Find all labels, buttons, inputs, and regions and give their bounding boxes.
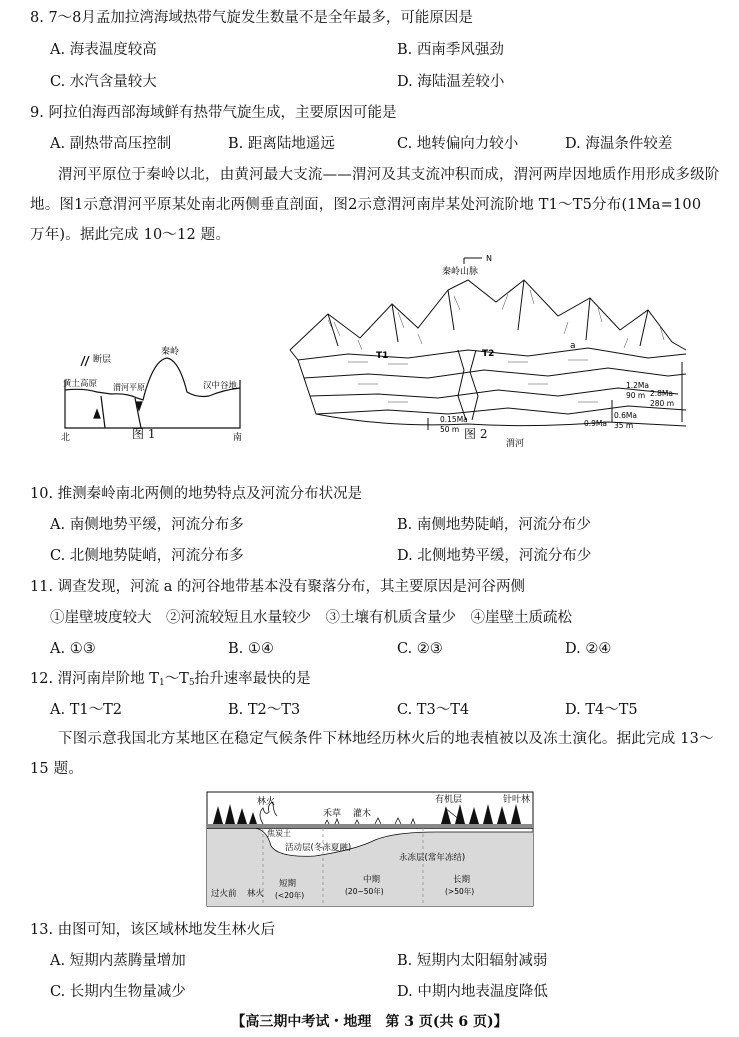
fig3-grass-label: 禾草 bbox=[323, 809, 342, 819]
q8-option-a: A. 海表温度较高 bbox=[50, 42, 157, 58]
fig3-char-label: 焦炭土 bbox=[267, 829, 291, 838]
fig1-north-label: 北 bbox=[61, 433, 71, 443]
q11-stem: 11. 调查发现，河流 a 的河谷地带基本没有聚落分布，其主要原因是河谷两侧 bbox=[30, 579, 526, 595]
fig1-fault-label: 断层 bbox=[93, 355, 112, 365]
fig1-qinling-label: 秦岭 bbox=[161, 347, 180, 357]
fig2-0-9ma-label: 0.9Ma bbox=[584, 419, 607, 428]
q13-option-a: A. 短期内蒸腾量增加 bbox=[50, 953, 186, 969]
q9-option-d: D. 海温条件较差 bbox=[565, 136, 673, 152]
fig1-plain-label: 渭河平原 bbox=[113, 383, 145, 392]
q12-option-c: C. T3～T4 bbox=[397, 702, 470, 718]
q9-stem: 9. 阿拉伯海西部海域鲜有热带气旋生成，主要原因可能是 bbox=[30, 105, 397, 121]
q9-option-a: A. 副热带高压控制 bbox=[50, 136, 172, 152]
figure-1-caption: 图 1 bbox=[132, 427, 156, 441]
passage-weihe bbox=[30, 160, 720, 250]
q11-items: ①崖壁坡度较大 ②河流较短且水量较少 ③土壤有机质含量少 ④崖壁土质疏松 bbox=[50, 610, 572, 626]
passage-weihe-text: 渭河平原位于秦岭以北，由黄河最大支流——渭河及其支流冲积而成，渭河两岸因地质作用形成多级阶地。图1示意渭河平原某处南北两侧垂直剖面，图2示意渭河南岸某处河流阶地 T1～T5分布(1Ma=100 万年)。据此完成 10～12 题。 bbox=[30, 167, 720, 243]
q12-stem-prefix: 12. 渭河南岸阶地 T bbox=[30, 671, 159, 687]
fig2-2-8ma-label: 2.8Ma bbox=[650, 389, 673, 398]
fig2-a-label: a bbox=[570, 341, 576, 351]
fig1-hanzhong-label: 汉中谷地 bbox=[203, 381, 238, 391]
figure-2-caption: 图 2 bbox=[464, 427, 488, 441]
q8-option-d: D. 海陆温差较小 bbox=[397, 74, 505, 90]
fig3-mid-label: 中期 bbox=[363, 875, 381, 885]
fig3-before-label: 过火前 bbox=[211, 889, 237, 899]
figure-3-fire-permafrost bbox=[205, 790, 535, 908]
figure-2-terraces bbox=[268, 250, 698, 450]
fig2-t2-label: T2 bbox=[482, 349, 495, 359]
q13-option-b: B. 短期内太阳辐射减弱 bbox=[397, 953, 548, 969]
q12-option-a: A. T1～T2 bbox=[50, 702, 122, 718]
fig3-permafrost-label: 永冻层(常年冻结) bbox=[399, 853, 466, 863]
fig2-35m-label: 35 m bbox=[614, 421, 634, 430]
q11-option-b: B. ①④ bbox=[228, 641, 274, 657]
fig3-mid-range: (20~50年) bbox=[345, 887, 384, 896]
fig3-long-range: (>50年) bbox=[445, 887, 475, 896]
fig3-organic-label: 有机层 bbox=[435, 795, 463, 805]
fig1-south-label: 南 bbox=[233, 433, 243, 443]
passage-wildfire bbox=[30, 724, 720, 784]
q10-stem: 10. 推测秦岭南北两侧的地势特点及河流分布状况是 bbox=[30, 486, 363, 502]
fig2-north-label: N bbox=[486, 254, 492, 263]
fig3-shrub-label: 灌木 bbox=[353, 809, 372, 819]
fig2-qinling-mtn-label: 秦岭山脉 bbox=[442, 267, 479, 277]
fig3-long-label: 长期 bbox=[453, 875, 471, 885]
page-footer: 【高三期中考试・地理 第 3 页(共 6 页)】 bbox=[231, 1014, 508, 1030]
q12-stem-suffix: 抬升速率最快的是 bbox=[194, 671, 311, 687]
fig2-50m-label: 50 m bbox=[440, 425, 460, 434]
fig3-short-label: 短期 bbox=[279, 879, 297, 889]
q10-option-d: D. 北侧地势平缓，河流分布少 bbox=[397, 548, 592, 564]
q8-option-c: C. 水汽含量较大 bbox=[50, 74, 157, 90]
q8-stem: 8. 7～8月孟加拉湾海域热带气旋发生数量不是全年最多，可能原因是 bbox=[30, 10, 473, 26]
q9-option-c: C. 地转偏向力较小 bbox=[397, 136, 519, 152]
q12-stem: 12. 渭河南岸阶地 $T_1\sim T_5$抬升速率最快的是 bbox=[30, 671, 311, 688]
fig2-1-2ma-label: 1.2Ma bbox=[626, 381, 649, 390]
fig2-weihe-label: 渭河 bbox=[506, 439, 525, 449]
q11-option-c: C. ②③ bbox=[397, 641, 443, 657]
fig3-conifer-label: 针叶林 bbox=[503, 795, 531, 805]
q8-option-b: B. 西南季风强劲 bbox=[397, 42, 504, 58]
fig1-loess-label: 黄土高原 bbox=[63, 379, 98, 389]
q9-option-b: B. 距离陆地遥远 bbox=[228, 136, 335, 152]
fig3-fire-label: 林火 bbox=[257, 797, 276, 807]
fig2-90m-label: 90 m bbox=[626, 391, 646, 400]
q10-option-b: B. 南侧地势陡峭，河流分布少 bbox=[397, 517, 591, 533]
q12-option-b: B. T2～T3 bbox=[228, 702, 301, 718]
fig2-0-15ma-label: 0.15Ma bbox=[440, 415, 468, 424]
fig3-active-label: 活动层(冬冻夏融) bbox=[285, 843, 352, 853]
q13-option-d: D. 中期内地表温度降低 bbox=[397, 984, 548, 1000]
fig3-short-range: (<20年) bbox=[275, 891, 305, 900]
fig3-fire2-label: 林火 bbox=[247, 889, 265, 899]
fig2-280m-label: 280 m bbox=[650, 399, 675, 408]
q11-option-d: D. ②④ bbox=[565, 641, 612, 657]
q13-option-c: C. 长期内生物量减少 bbox=[50, 984, 186, 1000]
passage-wildfire-text: 下图示意我国北方某地区在稳定气候条件下林地经历林火后的地表植被以及冻土演化。据此完成 13～15 题。 bbox=[30, 731, 714, 777]
q11-option-a: A. ①③ bbox=[50, 641, 96, 657]
fig2-0-6ma-label: 0.6Ma bbox=[614, 411, 637, 420]
q13-stem: 13. 由图可知，该区域林地发生林火后 bbox=[30, 922, 276, 938]
fig2-t1-label: T1 bbox=[376, 351, 389, 361]
q10-option-a: A. 南侧地势平缓，河流分布多 bbox=[50, 517, 244, 533]
q10-option-c: C. 北侧地势陡峭，河流分布多 bbox=[50, 548, 244, 564]
q12-option-d: D. T4～T5 bbox=[565, 702, 638, 718]
